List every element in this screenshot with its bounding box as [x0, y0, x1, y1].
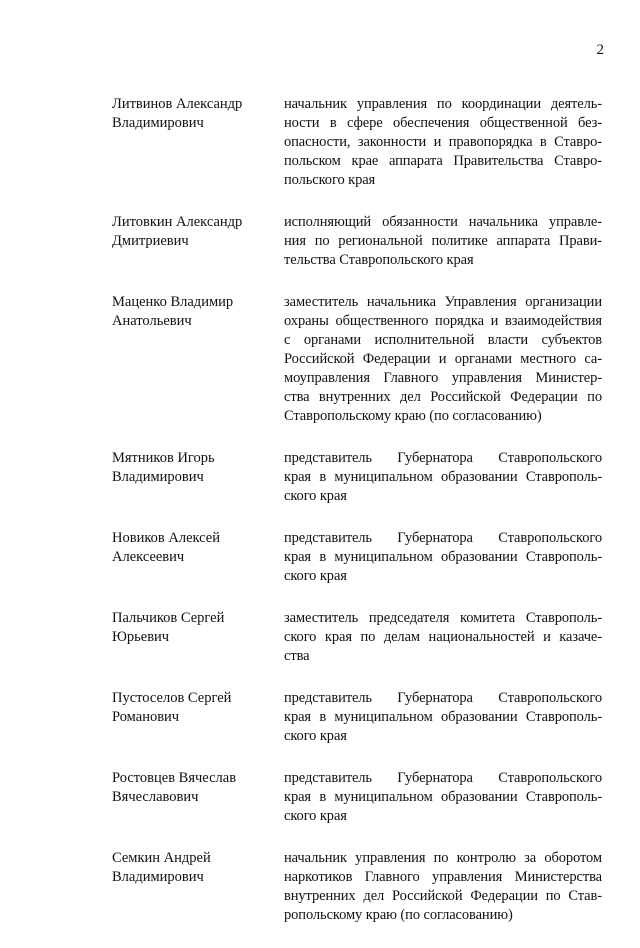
member-role	[284, 95, 602, 190]
member-role-line: края в муниципальном образовании Ставрополь-	[284, 709, 602, 725]
page-number: 2	[596, 42, 604, 58]
member-role-line: представитель Губернатора Ставропольского	[284, 530, 602, 546]
member-name-line: Новиков Алексей	[112, 530, 220, 546]
member-role-line: Ставропольскому краю (по согласованию)	[284, 408, 542, 424]
member-role-line: заместитель начальника Управления организации	[284, 294, 602, 310]
member-role-line: тельства Ставропольского края	[284, 252, 474, 268]
member-name-line: Маценко Владимир	[112, 294, 234, 310]
member-name-line: Романович	[112, 709, 180, 725]
member-role-line: начальник управления по контролю за оборотом	[284, 850, 602, 866]
member-role-line: представитель Губернатора Ставропольского	[284, 450, 602, 466]
member-role-line: ства внутренних дел Российской Федерации по	[284, 389, 602, 405]
member-name-line: Семкин Андрей	[112, 850, 211, 866]
member-name-line: Алексеевич	[112, 549, 185, 565]
member-name-line: Владимирович	[112, 469, 204, 485]
member-role	[284, 689, 602, 746]
member-role-line: ния по региональной политике аппарата Прави-	[284, 233, 602, 249]
member-name-line: Владимирович	[112, 869, 204, 885]
member-role	[284, 849, 602, 925]
member-role	[284, 293, 602, 426]
member-name	[112, 529, 284, 586]
member-role-line: польского края	[284, 172, 376, 188]
member-entry	[112, 449, 602, 506]
member-role-line: края в муниципальном образовании Ставрополь-	[284, 469, 602, 485]
member-name-line: Владимирович	[112, 115, 204, 131]
member-role	[284, 609, 602, 666]
member-entry	[112, 529, 602, 586]
member-list	[112, 95, 602, 948]
member-name-line: Пальчиков Сергей	[112, 610, 225, 626]
member-role-line: наркотиков Главного управления Министерства	[284, 869, 602, 885]
member-role-line: ского края	[284, 488, 347, 504]
member-role-line: ского края	[284, 568, 347, 584]
member-name-line: Анатольевич	[112, 313, 192, 329]
member-role-line: польском крае аппарата Правительства Ставро-	[284, 153, 602, 169]
member-role-line: ропольскому краю (по согласованию)	[284, 907, 513, 923]
member-name	[112, 609, 284, 666]
member-role-line: представитель Губернатора Ставропольского	[284, 770, 602, 786]
member-entry	[112, 609, 602, 666]
member-role-line: опасности, законности и правопорядка в Ставро-	[284, 134, 602, 150]
member-role-line: представитель Губернатора Ставропольского	[284, 690, 602, 706]
member-name	[112, 689, 284, 746]
member-role-line: ского края	[284, 808, 347, 824]
member-role-line: внутренних дел Российской Федерации по Став-	[284, 888, 602, 904]
member-role-line: края в муниципальном образовании Ставрополь-	[284, 789, 602, 805]
member-name	[112, 95, 284, 190]
member-name-line: Пустоселов Сергей	[112, 690, 232, 706]
member-name-line: Литовкин Александр	[112, 214, 243, 230]
member-role-line: начальник управления по координации деятель-	[284, 96, 602, 112]
member-name-line: Мятников Игорь	[112, 450, 215, 466]
member-role-line: ности в сфере обеспечения общественной без-	[284, 115, 602, 131]
member-name	[112, 213, 284, 270]
member-role	[284, 213, 602, 270]
member-name	[112, 769, 284, 826]
member-role-line: заместитель председателя комитета Ставрополь-	[284, 610, 602, 626]
member-name	[112, 849, 284, 925]
member-role	[284, 769, 602, 826]
member-role-line: моуправления Главного управления Министер-	[284, 370, 602, 386]
member-role-line: исполняющий обязанности начальника управле-	[284, 214, 602, 230]
member-role	[284, 449, 602, 506]
member-name-line: Дмитриевич	[112, 233, 189, 249]
member-entry	[112, 213, 602, 270]
member-name	[112, 449, 284, 506]
member-entry	[112, 849, 602, 925]
member-name-line: Вячеславович	[112, 789, 199, 805]
member-name-line: Ростовцев Вячеслав	[112, 770, 237, 786]
member-name-line: Юрьевич	[112, 629, 170, 645]
member-name	[112, 293, 284, 426]
member-entry	[112, 769, 602, 826]
member-role	[284, 529, 602, 586]
member-entry	[112, 293, 602, 426]
member-entry	[112, 95, 602, 190]
member-role-line: Российской Федерации и органами местного са-	[284, 351, 602, 367]
member-role-line: ского края по делам национальностей и казаче-	[284, 629, 602, 645]
member-role-line: с органами исполнительной власти субъектов	[284, 332, 602, 348]
member-entry	[112, 689, 602, 746]
member-role-line: ства	[284, 648, 310, 664]
member-role-line: охраны общественного порядка и взаимодействия	[284, 313, 602, 329]
member-name-line: Литвинов Александр	[112, 96, 243, 112]
member-role-line: ского края	[284, 728, 347, 744]
member-role-line: края в муниципальном образовании Ставрополь-	[284, 549, 602, 565]
